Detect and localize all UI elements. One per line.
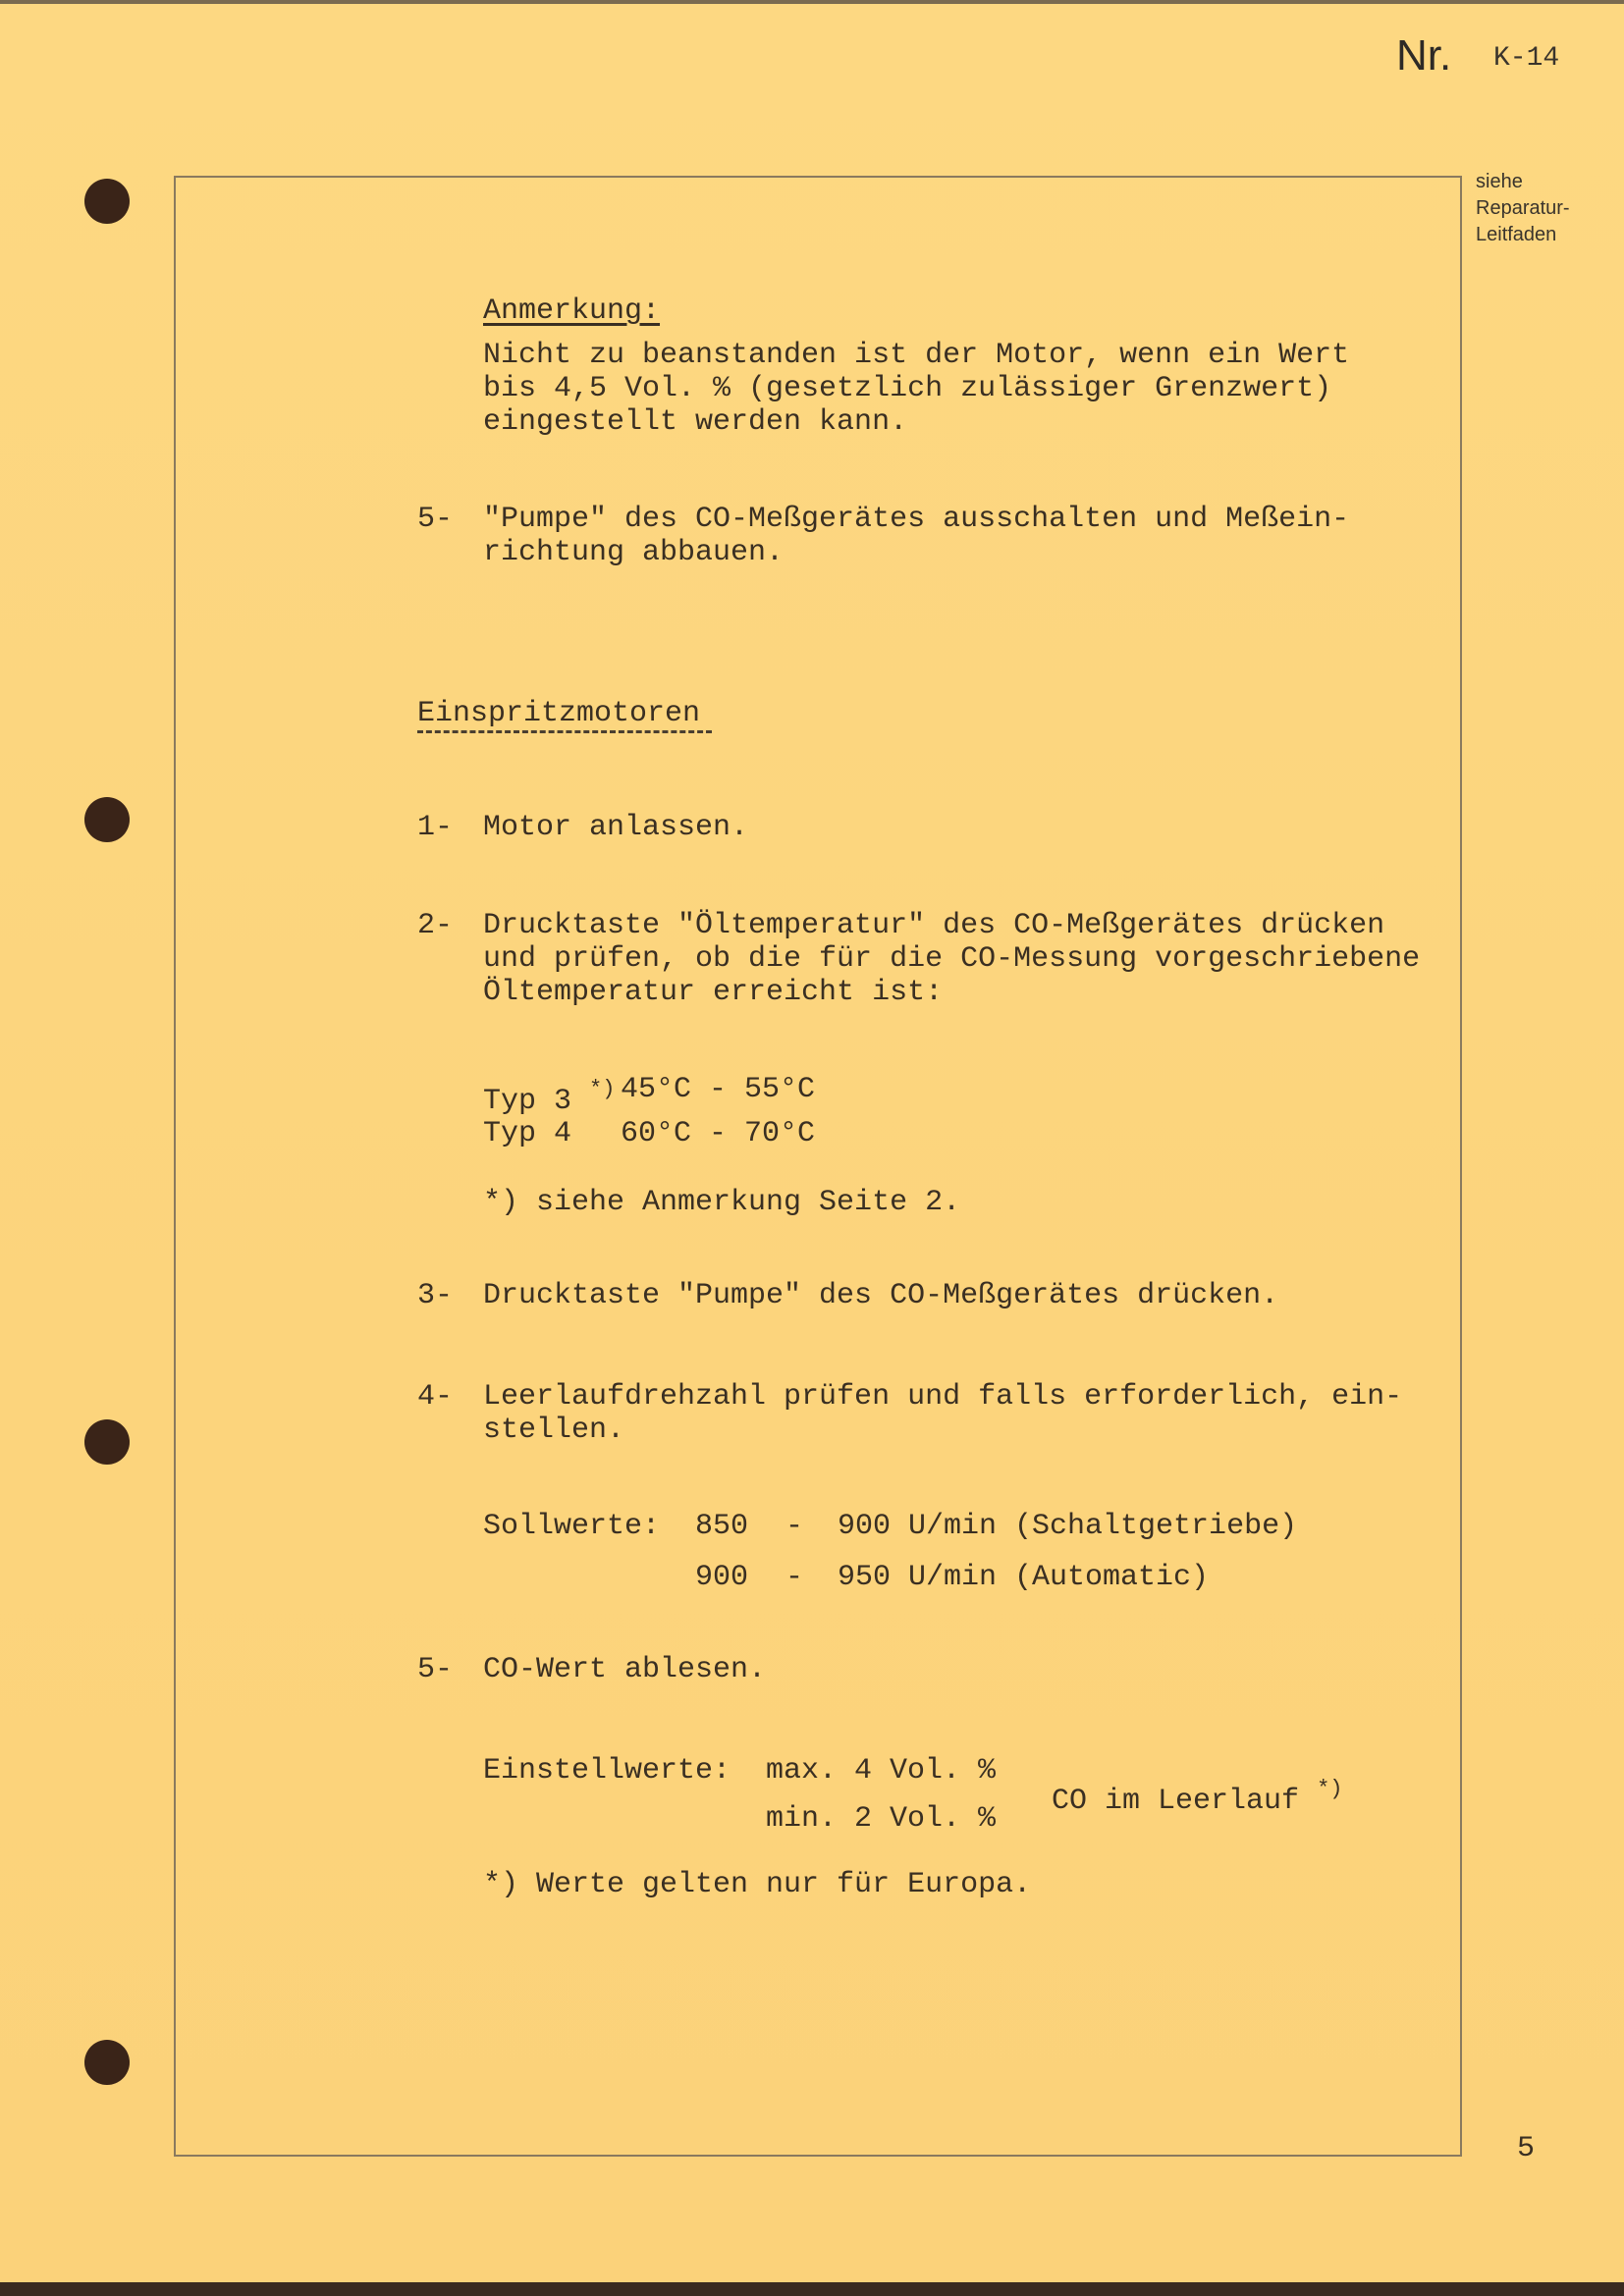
co-max: max. 4 Vol. %: [766, 1754, 997, 1788]
section-title: Einspritzmotoren: [417, 697, 701, 730]
sollwerte-label: Sollwerte:: [483, 1510, 661, 1543]
co-note: [1052, 1773, 1342, 1818]
step-text: Leerlaufdrehzahl prüfen und falls erforderlich, ein-: [483, 1380, 1403, 1414]
temp-range: 60°C - 70°C: [621, 1117, 816, 1150]
temp-type-label: Typ 4: [483, 1117, 572, 1150]
temp-type: [483, 1073, 615, 1118]
rpm-dash: -: [785, 1561, 804, 1594]
side-note-line: siehe: [1476, 171, 1523, 192]
rpm-to: 900 U/min (Schaltgetriebe): [838, 1510, 1298, 1543]
step-text: richtung abbauen.: [483, 536, 785, 569]
note-line: Nicht zu beanstanden ist der Motor, wenn ein Wert: [483, 339, 1350, 372]
note-line: eingestellt werden kann.: [483, 405, 908, 439]
punch-hole: [84, 1419, 130, 1465]
punch-hole: [84, 179, 130, 224]
side-note-line: Leitfaden: [1476, 224, 1557, 245]
note-title: Anmerkung:: [483, 294, 661, 328]
step-number: 1-: [417, 811, 454, 844]
side-note-line: Reparatur-: [1476, 197, 1570, 219]
footnote-mark: *): [1317, 1777, 1343, 1801]
step-number: 2-: [417, 909, 454, 942]
rpm-from: 900: [695, 1561, 749, 1594]
step-text: CO-Wert ablesen.: [483, 1653, 767, 1686]
step-text: Motor anlassen.: [483, 811, 749, 844]
step-number: 3-: [417, 1279, 454, 1312]
step-text: "Pumpe" des CO-Meßgerätes ausschalten und Meßein-: [483, 503, 1350, 536]
footnote-mark: *): [589, 1077, 616, 1101]
punch-hole: [84, 797, 130, 842]
footnote: *) Werte gelten nur für Europa.: [483, 1868, 1032, 1901]
note-line: bis 4,5 Vol. % (gesetzlich zulässiger Grenzwert): [483, 372, 1332, 405]
rpm-to: 950 U/min (Automatic): [838, 1561, 1210, 1594]
number-label: Nr.: [1396, 31, 1452, 80]
step-number: 4-: [417, 1380, 454, 1414]
content-frame: [174, 176, 1462, 2157]
page-number: 5: [1517, 2132, 1536, 2165]
section-underline: [417, 730, 712, 733]
temp-type-label: Typ 3: [483, 1085, 572, 1118]
footnote: *) siehe Anmerkung Seite 2.: [483, 1186, 961, 1219]
einstell-label: Einstellwerte:: [483, 1754, 731, 1788]
step-text: und prüfen, ob die für die CO-Messung vorgeschriebene: [483, 942, 1421, 976]
step-text: Drucktaste "Pumpe" des CO-Meßgerätes drücken.: [483, 1279, 1279, 1312]
temp-range: 45°C - 55°C: [621, 1073, 816, 1106]
top-edge: [0, 0, 1624, 4]
step-number: 5-: [417, 503, 454, 536]
co-note-text: CO im Leerlauf: [1052, 1785, 1300, 1818]
document-number: K-14: [1493, 43, 1560, 74]
step-text: stellen.: [483, 1414, 625, 1447]
rpm-from: 850: [695, 1510, 749, 1543]
step-number: 5-: [417, 1653, 454, 1686]
step-text: Drucktaste "Öltemperatur" des CO-Meßgerätes drücken: [483, 909, 1385, 942]
co-min: min. 2 Vol. %: [766, 1802, 997, 1836]
side-note: [1476, 169, 1570, 248]
rpm-dash: -: [785, 1510, 804, 1543]
bottom-edge: [0, 2282, 1624, 2296]
step-text: Öltemperatur erreicht ist:: [483, 976, 944, 1009]
punch-hole: [84, 2040, 130, 2085]
